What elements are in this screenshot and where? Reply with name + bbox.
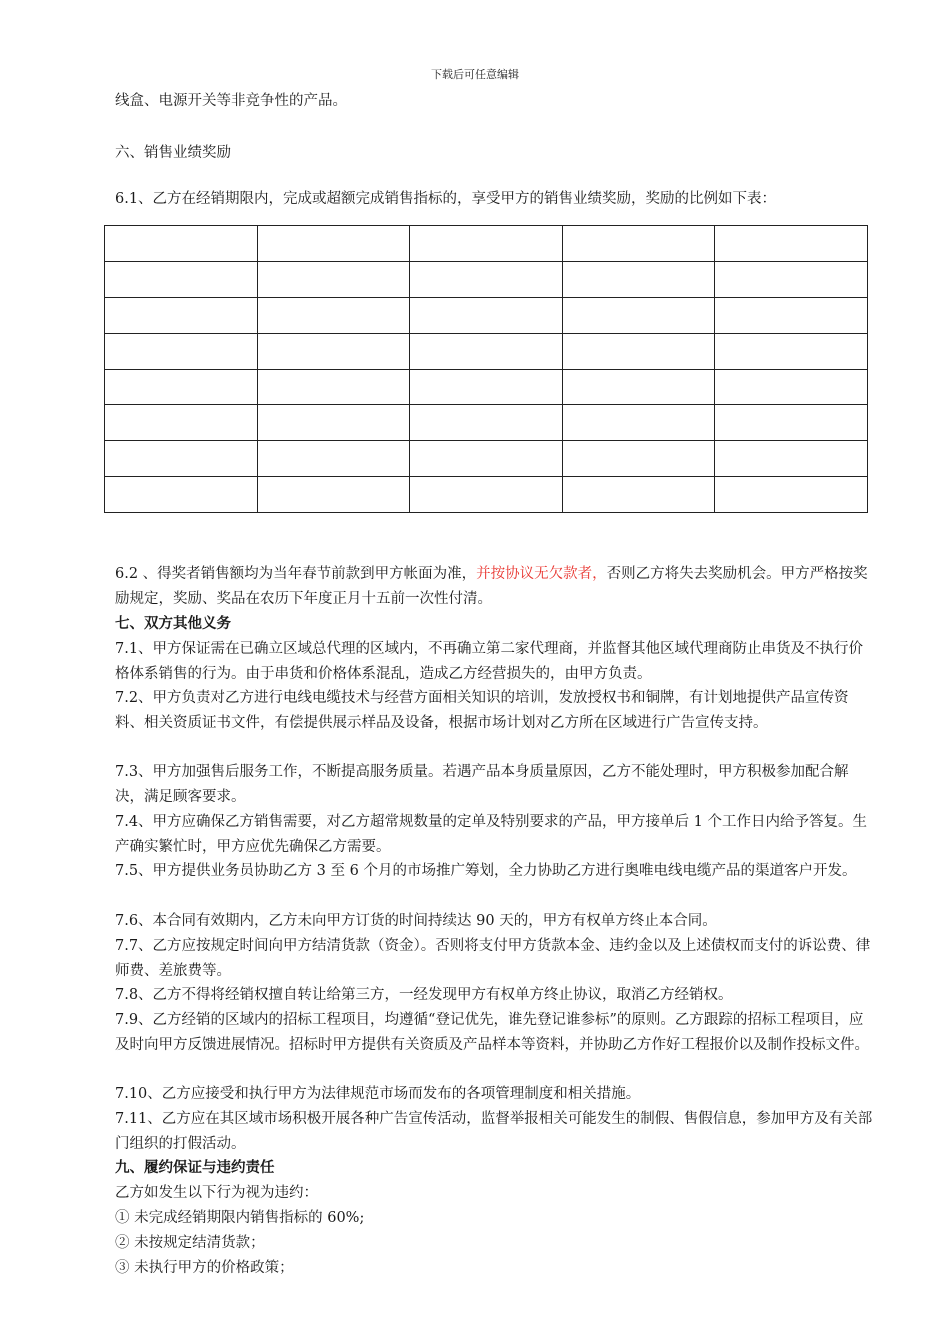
clause-6-2-text-rest: 否则乙方将失去奖励机会。甲方严格按奖励规定，奖励、奖品在农历下年度正月十五前一次性付清。 bbox=[115, 566, 868, 607]
violation-item-3: ③ 未执行甲方的价格政策； bbox=[115, 1260, 294, 1276]
table-cell bbox=[562, 333, 715, 369]
table-row bbox=[105, 405, 868, 441]
table-cell bbox=[715, 441, 868, 477]
table-cell bbox=[562, 261, 715, 297]
clause-6-2 bbox=[115, 562, 875, 611]
table-cell bbox=[105, 333, 258, 369]
table-cell bbox=[257, 226, 410, 262]
reward-ratio-table bbox=[104, 225, 868, 513]
table-cell bbox=[715, 226, 868, 262]
table-cell bbox=[562, 297, 715, 333]
table-cell bbox=[257, 333, 410, 369]
table-cell bbox=[257, 477, 410, 513]
table-cell bbox=[562, 441, 715, 477]
table-row bbox=[105, 261, 868, 297]
clause-7-11: 7.11、乙方应在其区域市场积极开展各种广告宣传活动，监督举报相关可能发生的制假、售假信息，参加甲方及有关部门组织的打假活动。 bbox=[115, 1111, 873, 1152]
clause-7-4: 7.4、甲方应确保乙方销售需要，对乙方超常规数量的定单及特别要求的产品，甲方接单后 1 个工作日内给予答复。生产确实繁忙时，甲方应优先确保乙方需要。 bbox=[115, 814, 867, 855]
table-cell bbox=[410, 297, 563, 333]
table-cell bbox=[105, 261, 258, 297]
table-cell bbox=[715, 369, 868, 405]
table-cell bbox=[257, 261, 410, 297]
table-cell bbox=[410, 405, 563, 441]
table-cell bbox=[105, 369, 258, 405]
table-cell bbox=[105, 226, 258, 262]
clause-7-9: 7.9、乙方经销的区域内的招标工程项目，均遵循“登记优先，谁先登记谁参标”的原则。乙方跟踪的招标工程项目，应及时向甲方反馈进展情况。招标时甲方提供有关资质及产品样本等资料，并协助乙方作好工程报价以及制作投标文件。 bbox=[115, 1012, 869, 1053]
section-9-title: 九、履约保证与违约责任 bbox=[115, 1159, 275, 1176]
clause-7-7: 7.7、乙方应按规定时间向甲方结清货款（资金）。否则将支付甲方货款本金、违约金以及上述债权而支付的诉讼费、律师费、差旅费等。 bbox=[115, 938, 871, 979]
table-cell bbox=[410, 441, 563, 477]
clause-7-3: 7.3、甲方加强售后服务工作，不断提高服务质量。若遇产品本身质量原因，乙方不能处理时，甲方积极参加配合解决，满足顾客要求。 bbox=[115, 764, 849, 805]
table-cell bbox=[105, 297, 258, 333]
clause-7-8: 7.8、乙方不得将经销权擅自转让给第三方，一经发现甲方有权单方终止协议，取消乙方经销权。 bbox=[115, 987, 733, 1003]
table-cell bbox=[410, 261, 563, 297]
table-cell bbox=[715, 405, 868, 441]
paragraph-continuation: 线盒、电源开关等非竞争性的产品。 bbox=[115, 93, 347, 109]
table-cell bbox=[257, 405, 410, 441]
table-cell bbox=[715, 333, 868, 369]
table-row bbox=[105, 297, 868, 333]
table-cell bbox=[562, 226, 715, 262]
section-6-title: 六、销售业绩奖励 bbox=[115, 145, 231, 161]
table-cell bbox=[562, 369, 715, 405]
violation-item-1: ① 未完成经销期限内销售指标的 60%; bbox=[115, 1210, 365, 1226]
clause-6-2-highlight: 并按协议无欠款者， bbox=[476, 566, 607, 582]
table-cell bbox=[257, 441, 410, 477]
table-cell bbox=[562, 477, 715, 513]
clause-7-2: 7.2、甲方负责对乙方进行电线电缆技术与经营方面相关知识的培训，发放授权书和铜牌，有计划地提供产品宣传资料、相关资质证书文件，有偿提供展示样品及设备，根据市场计划对乙方所在区域进行广告宣传支持。 bbox=[115, 690, 849, 731]
table-row bbox=[105, 477, 868, 513]
table-row bbox=[105, 226, 868, 262]
table-cell bbox=[410, 477, 563, 513]
table-cell bbox=[105, 441, 258, 477]
clause-7-6: 7.6、本合同有效期内，乙方未向甲方订货的时间持续达 90 天的，甲方有权单方终止本合同。 bbox=[115, 913, 717, 929]
clause-6-1: 6.1、乙方在经销期限内，完成或超额完成销售指标的，享受甲方的销售业绩奖励，奖励的比例如下表： bbox=[115, 191, 777, 207]
table-cell bbox=[715, 297, 868, 333]
table-row bbox=[105, 441, 868, 477]
section-9-intro: 乙方如发生以下行为视为违约： bbox=[115, 1185, 318, 1201]
clause-7-10: 7.10、乙方应接受和执行甲方为法律规范市场而发布的各项管理制度和相关措施。 bbox=[115, 1086, 641, 1102]
section-7-title: 七、双方其他义务 bbox=[115, 615, 231, 632]
table-cell bbox=[410, 369, 563, 405]
violation-item-2: ② 未按规定结清货款； bbox=[115, 1235, 265, 1251]
table-cell bbox=[105, 405, 258, 441]
clause-6-2-text: 6.2 、得奖者销售额均为当年春节前款到甲方帐面为准， bbox=[115, 566, 477, 582]
table-cell bbox=[257, 369, 410, 405]
table-cell bbox=[410, 333, 563, 369]
clause-7-5: 7.5、甲方提供业务员协助乙方 3 至 6 个月的市场推广筹划，全力协助乙方进行奥唯电线电缆产品的渠道客户开发。 bbox=[115, 863, 857, 879]
table-row bbox=[105, 369, 868, 405]
table-cell bbox=[257, 297, 410, 333]
table-row bbox=[105, 333, 868, 369]
page-header: 下载后可任意编辑 bbox=[431, 68, 519, 81]
table-cell bbox=[715, 261, 868, 297]
table-cell bbox=[562, 405, 715, 441]
table-cell bbox=[715, 477, 868, 513]
table-cell bbox=[410, 226, 563, 262]
clause-7-1: 7.1、甲方保证需在已确立区域总代理的区域内，不再确立第二家代理商，并监督其他区域代理商防止串货及不执行价格体系销售的行为。由于串货和价格体系混乱，造成乙方经营损失的，由甲方负责。 bbox=[115, 641, 864, 682]
table-cell bbox=[105, 477, 258, 513]
